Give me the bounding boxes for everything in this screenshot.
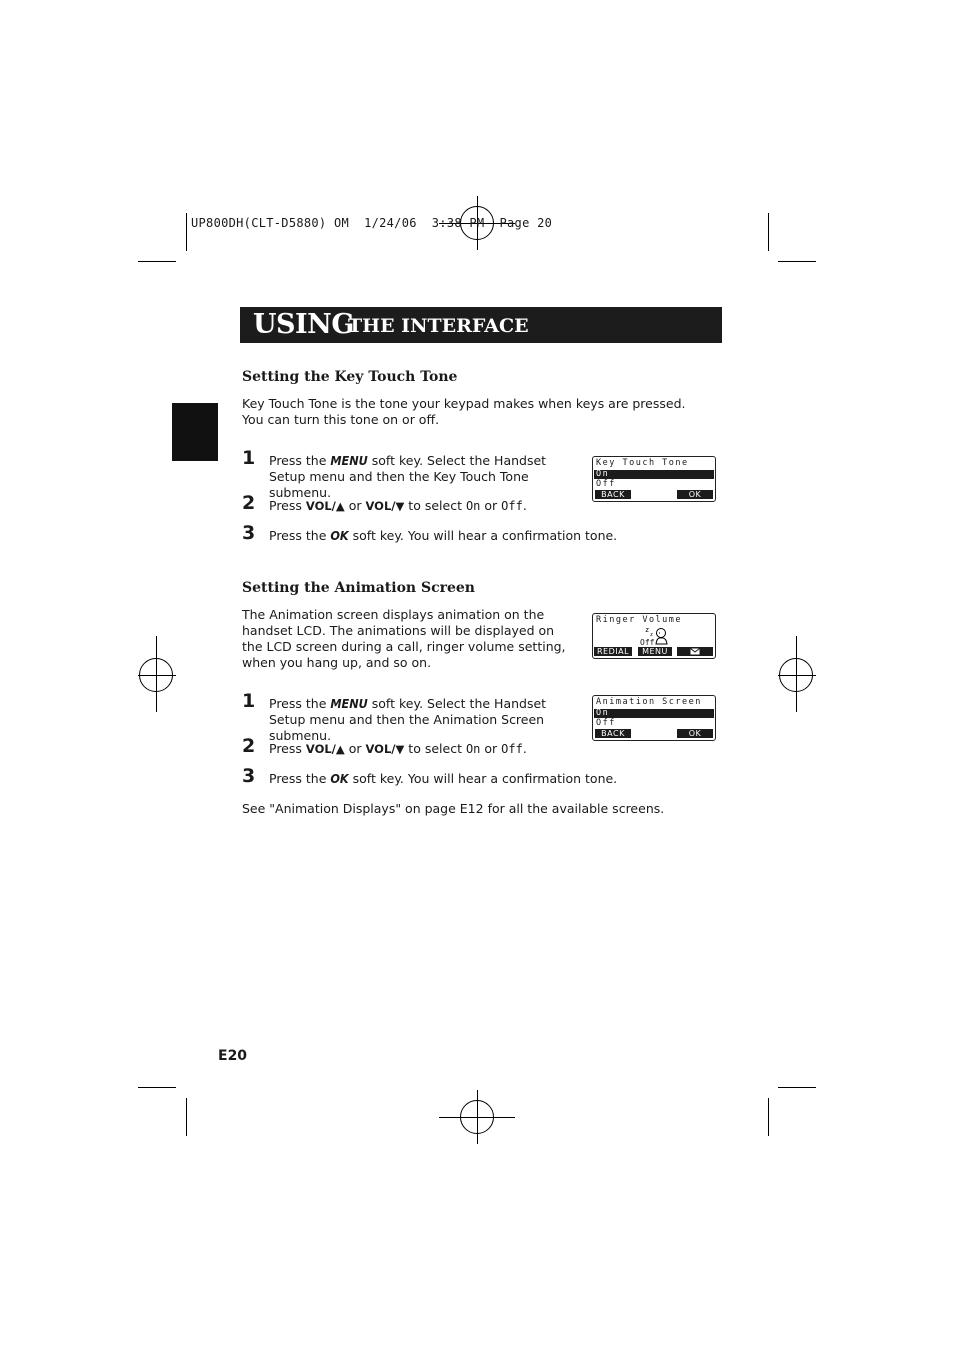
- registration-line: [138, 675, 176, 676]
- crop-mark: [186, 1098, 187, 1136]
- crop-mark: [778, 1087, 816, 1088]
- step-number: 3: [242, 765, 256, 787]
- lcd-option-selected: On: [594, 470, 714, 479]
- lcd-title: Key Touch Tone: [596, 458, 689, 468]
- step-number: 2: [242, 492, 256, 514]
- lcd-title: Ringer Volume: [596, 615, 683, 625]
- section-title-bar: [240, 307, 722, 343]
- lcd-animation-screen: [592, 695, 716, 741]
- title-the-interface: THE INTERFACE: [348, 315, 529, 337]
- step-number: 2: [242, 735, 256, 757]
- registration-line: [477, 1090, 478, 1144]
- envelope-icon: [690, 648, 700, 655]
- chapter-tab: [172, 403, 218, 461]
- lcd-option-selected: On: [594, 709, 714, 718]
- section-heading-key-touch-tone: Setting the Key Touch Tone: [242, 369, 458, 385]
- page-number: E20: [218, 1048, 248, 1064]
- step-number: 1: [242, 447, 256, 469]
- title-word-using: USING: [253, 309, 354, 340]
- step-text: Press the MENU soft key. Select the Handset Setup menu and then the Key Touch Tone submenu.: [269, 453, 547, 500]
- registration-line: [156, 636, 157, 712]
- lcd-softkey-back: BACK: [595, 729, 631, 738]
- step-text: Press VOL/▲ or VOL/▼ to select On or Off.: [269, 498, 527, 513]
- step-text: Press the MENU soft key. Select the Handset Setup menu and then the Animation Screen submenu.: [269, 696, 547, 743]
- print-slug: UP800DH(CLT-D5880) OM 1/24/06 3:38 PM Page 20: [191, 216, 553, 230]
- lcd-title: Animation Screen: [596, 697, 702, 707]
- step-text: Press VOL/▲ or VOL/▼ to select On or Off.: [269, 741, 527, 756]
- lcd-softkey-mail: [677, 647, 713, 656]
- section-heading-animation-screen: Setting the Animation Screen: [242, 580, 475, 596]
- lcd-key-touch-tone: [592, 456, 716, 502]
- lcd-softkey-redial: REDIAL: [594, 647, 632, 656]
- registration-line: [778, 675, 816, 676]
- lcd-ringer-volume-animation: [592, 613, 716, 659]
- key-touch-tone-intro: Key Touch Tone is the tone your keypad makes when keys are pressed. You can turn this tone on or off.: [242, 396, 686, 427]
- crop-mark: [138, 261, 176, 262]
- svg-text:z: z: [650, 632, 655, 638]
- animation-screen-intro: The Animation screen displays animation on the handset LCD. The animations will be displayed on the LCD screen during a call, ringer volume setting, when you hang up, and so on.: [242, 607, 566, 670]
- svg-text:z: z: [645, 626, 651, 634]
- registration-line: [796, 636, 797, 712]
- lcd-off-label: Off: [640, 638, 655, 647]
- crop-mark: [778, 261, 816, 262]
- lcd-softkey-back: BACK: [595, 490, 631, 499]
- step-number: 3: [242, 522, 256, 544]
- crop-mark: [768, 213, 769, 251]
- lcd-option: Off: [596, 479, 616, 489]
- crop-mark: [138, 1087, 176, 1088]
- crop-mark: [186, 213, 187, 251]
- step-number: 1: [242, 690, 256, 712]
- lcd-softkey-ok: OK: [677, 729, 713, 738]
- step-text: Press the OK soft key. You will hear a confirmation tone.: [269, 771, 618, 786]
- lcd-softkey-menu: MENU: [638, 647, 672, 656]
- lcd-option: Off: [596, 718, 616, 728]
- see-also-note: See "Animation Displays" on page E12 for all the available screens.: [242, 801, 665, 816]
- lcd-softkey-ok: OK: [677, 490, 713, 499]
- step-text: Press the OK soft key. You will hear a confirmation tone.: [269, 528, 618, 543]
- crop-mark: [768, 1098, 769, 1136]
